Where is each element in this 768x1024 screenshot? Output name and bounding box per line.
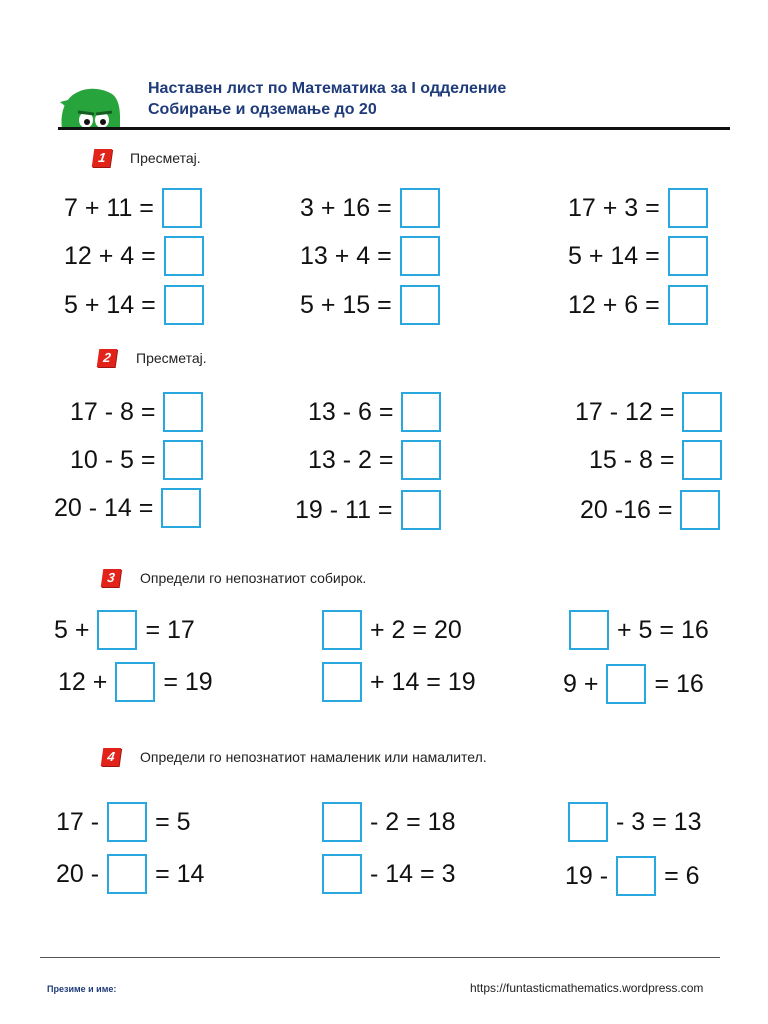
equation-text: 9 + xyxy=(563,669,599,698)
answer-box[interactable] xyxy=(400,285,440,325)
equation-text: 17 - 12 = xyxy=(575,397,675,426)
equation-row xyxy=(320,800,455,844)
section-instruction: Определи го непознатиот собирок. xyxy=(140,570,367,586)
answer-box[interactable] xyxy=(163,392,203,432)
equation-row xyxy=(308,438,443,482)
equation-row xyxy=(54,608,195,652)
equation-row xyxy=(64,283,206,327)
equation-text: 15 - 8 = xyxy=(589,445,675,474)
equation-text: + 14 = 19 xyxy=(370,667,476,696)
equation-row xyxy=(320,608,462,652)
equation-text: 13 - 2 = xyxy=(308,445,394,474)
equation-text: 5 + xyxy=(54,615,90,644)
equation-text: 20 -16 = xyxy=(580,495,673,524)
answer-box[interactable] xyxy=(668,188,708,228)
equation-text: 20 - 14 = xyxy=(54,493,154,522)
answer-box[interactable] xyxy=(322,610,362,650)
equation-text: 3 + 16 = xyxy=(300,193,392,222)
equation-text: 12 + 4 = xyxy=(64,241,156,270)
equation-text: = 17 xyxy=(145,615,195,644)
equation-text: 17 - xyxy=(56,807,100,836)
answer-box[interactable] xyxy=(616,856,656,896)
equation-row xyxy=(58,660,213,704)
answer-box[interactable] xyxy=(161,488,201,528)
equation-row xyxy=(568,186,710,230)
section-instruction: Определи го непознатиот намаленик или намалител. xyxy=(140,749,487,765)
answer-box[interactable] xyxy=(322,854,362,894)
answer-box[interactable] xyxy=(162,188,202,228)
equation-text: = 19 xyxy=(163,667,213,696)
section-number-badge: 2 xyxy=(97,349,118,367)
equation-row xyxy=(56,852,204,896)
equation-row xyxy=(567,608,709,652)
equation-row xyxy=(56,800,191,844)
answer-box[interactable] xyxy=(400,236,440,276)
equation-text: = 16 xyxy=(654,669,704,698)
equation-row xyxy=(308,390,443,434)
answer-box[interactable] xyxy=(668,285,708,325)
equation-row xyxy=(70,390,205,434)
equation-row xyxy=(300,186,442,230)
equation-text: 7 + 11 = xyxy=(64,193,154,222)
answer-box[interactable] xyxy=(401,392,441,432)
equation-text: - 14 = 3 xyxy=(370,859,456,888)
equation-text: 13 - 6 = xyxy=(308,397,394,426)
equation-text: 17 - 8 = xyxy=(70,397,156,426)
answer-box[interactable] xyxy=(400,188,440,228)
equation-text: 19 - xyxy=(565,861,609,890)
answer-box[interactable] xyxy=(668,236,708,276)
answer-box[interactable] xyxy=(115,662,155,702)
equation-row xyxy=(54,486,203,530)
answer-box[interactable] xyxy=(401,440,441,480)
answer-box[interactable] xyxy=(107,802,147,842)
answer-box[interactable] xyxy=(682,392,722,432)
equation-text: + 5 = 16 xyxy=(617,615,709,644)
equation-row xyxy=(320,852,455,896)
equation-text: 5 + 14 = xyxy=(64,290,156,319)
equation-text: + 2 = 20 xyxy=(370,615,462,644)
equation-text: 10 - 5 = xyxy=(70,445,156,474)
equation-row xyxy=(300,234,442,278)
equation-row xyxy=(70,438,205,482)
equation-text: 17 + 3 = xyxy=(568,193,660,222)
answer-box[interactable] xyxy=(682,440,722,480)
equation-text: 12 + 6 = xyxy=(568,290,660,319)
equation-row xyxy=(64,186,204,230)
equation-text: 5 + 14 = xyxy=(568,241,660,270)
equation-text: 12 + xyxy=(58,667,108,696)
equation-row xyxy=(575,390,724,434)
answer-box[interactable] xyxy=(163,440,203,480)
equation-row xyxy=(295,488,443,532)
source-url: https://funtasticmathematics.wordpress.com xyxy=(470,981,704,995)
equation-text: = 6 xyxy=(664,861,700,890)
answer-box[interactable] xyxy=(606,664,646,704)
student-name-label: Презиме и име: xyxy=(47,984,117,994)
worksheet-subtitle: Собирање и одземање до 20 xyxy=(148,101,377,118)
equation-row xyxy=(300,283,442,327)
answer-box[interactable] xyxy=(164,285,204,325)
section-number-badge: 3 xyxy=(101,569,122,587)
answer-box[interactable] xyxy=(568,802,608,842)
equation-row xyxy=(320,660,476,704)
section-instruction: Пресметај. xyxy=(130,150,201,166)
answer-box[interactable] xyxy=(107,854,147,894)
worksheet-title: Наставен лист по Математика за I одделение xyxy=(148,80,507,97)
answer-box[interactable] xyxy=(164,236,204,276)
answer-box[interactable] xyxy=(401,490,441,530)
equation-text: - 2 = 18 xyxy=(370,807,456,836)
equation-text: 5 + 15 = xyxy=(300,290,392,319)
equation-row xyxy=(64,234,206,278)
equation-row xyxy=(580,488,722,532)
footer-divider xyxy=(40,957,720,958)
equation-text: 13 + 4 = xyxy=(300,241,392,270)
equation-text: - 3 = 13 xyxy=(616,807,702,836)
header-divider xyxy=(58,127,730,130)
equation-text: 19 - 11 = xyxy=(295,495,393,524)
answer-box[interactable] xyxy=(322,802,362,842)
section-number-badge: 1 xyxy=(92,149,113,167)
equation-row xyxy=(568,283,710,327)
section-number-badge: 4 xyxy=(101,748,122,766)
equation-row xyxy=(563,662,704,706)
equation-text: = 14 xyxy=(155,859,205,888)
equation-row xyxy=(568,234,710,278)
answer-box[interactable] xyxy=(322,662,362,702)
equation-row xyxy=(565,854,700,898)
equation-row xyxy=(589,438,724,482)
answer-box[interactable] xyxy=(680,490,720,530)
monster-mascot-icon xyxy=(58,84,122,132)
equation-text: 20 - xyxy=(56,859,100,888)
answer-box[interactable] xyxy=(97,610,137,650)
equation-row xyxy=(566,800,701,844)
equation-text: = 5 xyxy=(155,807,191,836)
section-instruction: Пресметај. xyxy=(136,350,207,366)
answer-box[interactable] xyxy=(569,610,609,650)
